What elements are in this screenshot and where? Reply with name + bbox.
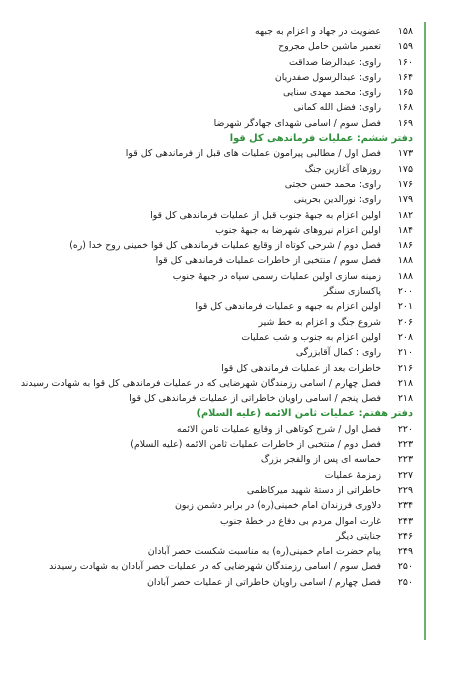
toc-entry-title: تعمیر ماشین حامل مجروح bbox=[278, 41, 382, 53]
toc-entry bbox=[13, 24, 413, 39]
toc-entry-title: اولین اعزام به جبهۀ جنوب قبل از عملیات فرماندهی کل قوا bbox=[150, 209, 382, 221]
toc-entry-title: راوی: فضل الله کمانی bbox=[293, 102, 382, 114]
toc-page-number: ۲۱۶ bbox=[397, 362, 413, 374]
toc-entry bbox=[13, 223, 413, 238]
toc-page-number: ۱۸۴ bbox=[397, 224, 413, 236]
toc-page-number: ۲۰۶ bbox=[397, 316, 413, 328]
toc-page-number: ۱۶۴ bbox=[397, 71, 413, 83]
toc-entry-title: راوی: عبدالرسول صفدریان bbox=[274, 71, 382, 83]
toc-entry bbox=[13, 208, 413, 223]
toc-entry bbox=[13, 100, 413, 115]
toc-entry bbox=[13, 70, 413, 85]
toc-page-number: ۱۷۶ bbox=[397, 178, 413, 190]
toc-entry bbox=[13, 162, 413, 177]
toc-entry bbox=[13, 529, 413, 544]
toc-entry bbox=[13, 315, 413, 330]
toc-page-number: ۲۲۰ bbox=[397, 423, 413, 435]
section-title: دفتر ششم: عملیات فرماندهی کل قوا bbox=[229, 133, 413, 145]
toc-entry bbox=[13, 85, 413, 100]
toc-entry bbox=[13, 345, 413, 360]
toc-entry-title: خاطرات بعد از عملیات فرماندهی کل قوا bbox=[221, 362, 382, 374]
toc-page-number: ۲۴۳ bbox=[397, 515, 413, 527]
toc-page-number: ۲۴۹ bbox=[397, 546, 413, 558]
toc-entry-title: فصل اول / شرح کوتاهی از وقایع عملیات ثامن الائمه bbox=[176, 423, 382, 435]
toc-page-number: ۲۲۹ bbox=[397, 484, 413, 496]
toc-page-number: ۲۱۸ bbox=[397, 393, 413, 405]
toc-entry-title: اولین اعزام به جنوب و شب عملیات bbox=[241, 331, 382, 343]
toc-entry-title: فصل پنجم / اسامی راویان خاطراتی از عملیات فرماندهی کل قوا bbox=[129, 393, 382, 405]
toc-entry bbox=[13, 361, 413, 376]
toc-entry bbox=[13, 55, 413, 70]
toc-entry-title: غارت اموال مردم بی دفاع در خطۀ جنوب bbox=[219, 515, 382, 527]
toc-entry-title: فصل چهارم / اسامی راویان خاطراتی از عملیات حصر آبادان bbox=[146, 576, 382, 588]
toc-page-number: ۱۵۸ bbox=[397, 26, 413, 37]
toc-entry bbox=[13, 177, 413, 192]
toc-page-number: ۲۰۱ bbox=[397, 301, 413, 313]
toc-entry bbox=[13, 116, 413, 131]
toc-entry bbox=[13, 559, 413, 574]
section-title: دفتر هفتم: عملیات ثامن الائمه (علیه السلام) bbox=[196, 408, 413, 420]
toc-entry-title: پاکسازی سنگر bbox=[324, 286, 382, 298]
toc-entry bbox=[13, 468, 413, 483]
toc-entry bbox=[13, 39, 413, 54]
table-of-contents bbox=[13, 24, 413, 590]
green-margin-rule bbox=[424, 22, 426, 640]
toc-entry bbox=[13, 253, 413, 268]
toc-entry-title: اولین اعزام به جبهه و عملیات فرماندهی کل قوا bbox=[195, 301, 382, 313]
toc-entry-title: زمینه سازی اولین عملیات رسمی سپاه در جبهۀ جنوب bbox=[172, 270, 382, 282]
toc-entry-title: راوی: محمد حسن حجتی bbox=[284, 178, 382, 190]
toc-entry-title: پیام حضرت امام خمینی(ره) به مناسبت شکست حصر آبادان bbox=[147, 546, 382, 558]
toc-entry bbox=[13, 330, 413, 345]
toc-page-number: ۲۱۸ bbox=[397, 377, 413, 389]
toc-entry bbox=[13, 391, 413, 406]
toc-page-number: ۲۲۳ bbox=[397, 439, 413, 451]
toc-entry-title: فصل سوم / منتخبی از خاطرات عملیات فرماندهی کل قوا bbox=[155, 255, 382, 267]
toc-entry-title: راوی: عبدالرضا صداقت bbox=[288, 56, 382, 68]
toc-entry-title: راوی: نورالدین بحرینی bbox=[293, 194, 382, 206]
toc-page-number: ۱۶۵ bbox=[397, 87, 413, 99]
toc-entry-title: شروع جنگ و اعزام به خط شیر bbox=[258, 316, 382, 328]
toc-entry bbox=[13, 498, 413, 513]
toc-page-number: ۲۱۰ bbox=[397, 347, 413, 359]
toc-section-heading bbox=[13, 406, 413, 421]
toc-entry bbox=[13, 376, 413, 391]
toc-entry-title: راوی: محمد مهدی سنایی bbox=[282, 87, 382, 99]
toc-page-number: ۲۲۷ bbox=[397, 469, 413, 481]
toc-page-number: ۲۵۰ bbox=[397, 561, 413, 573]
toc-entry-title: زمزمۀ عملیات bbox=[324, 469, 382, 481]
toc-entry-title: فصل دوم / شرحی کوتاه از وقایع عملیات فرماندهی کل قوا خمینی روح خدا (ره) bbox=[69, 240, 382, 252]
toc-entry-title: فصل سوم / اسامی شهدای جهادگر شهرضا bbox=[213, 117, 382, 129]
toc-entry-title: حماسه ای پس از والفجر بزرگ bbox=[260, 454, 382, 466]
toc-page-number: ۲۰۰ bbox=[397, 286, 413, 298]
toc-entry bbox=[13, 146, 413, 161]
toc-page-number: ۱۸۲ bbox=[397, 209, 413, 221]
toc-entry bbox=[13, 422, 413, 437]
toc-page-number: ۱۸۸ bbox=[397, 255, 413, 267]
toc-entry-title: راوی : کمال آقابزرگی bbox=[295, 347, 382, 359]
toc-entry-title: فصل دوم / منتخبی از خاطرات عملیات ثامن الائمه (علیه السلام) bbox=[130, 439, 382, 451]
toc-page-number: ۱۷۵ bbox=[397, 163, 413, 175]
toc-page-number: ۲۴۶ bbox=[397, 530, 413, 542]
toc-page-number: ۱۶۸ bbox=[397, 102, 413, 114]
toc-section-heading bbox=[13, 131, 413, 146]
toc-entry bbox=[13, 544, 413, 559]
toc-page-number: ۱۶۹ bbox=[397, 117, 413, 129]
toc-entry bbox=[13, 452, 413, 467]
toc-page-number: ۱۷۳ bbox=[397, 148, 413, 160]
toc-page-number: ۱۶۰ bbox=[397, 56, 413, 68]
toc-page-number: ۱۸۶ bbox=[397, 240, 413, 252]
toc-entry bbox=[13, 483, 413, 498]
toc-entry bbox=[13, 238, 413, 253]
toc-entry-title: فصل سوم / اسامی رزمندگان شهرضایی که در عملیات حصر آبادان به شهادت رسیدند bbox=[49, 561, 382, 573]
toc-entry bbox=[13, 514, 413, 529]
toc-entry-title: فصل چهارم / اسامی رزمندگان شهرضایی که در عملیات فرماندهی کل قوا به شهادت رسیدند bbox=[20, 377, 382, 389]
toc-page-number: ۲۳۴ bbox=[397, 500, 413, 512]
toc-entry-title: جنایتی دیگر bbox=[336, 530, 382, 542]
toc-page-number: ۲۰۸ bbox=[397, 331, 413, 343]
toc-entry-title: فصل اول / مطالبی پیرامون عملیات های قبل از فرماندهی کل قوا bbox=[125, 148, 382, 160]
toc-entry-title: روزهای آغازین جنگ bbox=[304, 163, 382, 175]
toc-page-number: ۲۵۰ bbox=[397, 576, 413, 588]
toc-entry bbox=[13, 299, 413, 314]
toc-entry bbox=[13, 269, 413, 284]
toc-entry-title: اولین اعزام نیروهای شهرضا به جبهۀ جنوب bbox=[215, 224, 382, 236]
toc-entry bbox=[13, 437, 413, 452]
toc-entry-title: خاطراتی از دستۀ شهید میرکاظمی bbox=[246, 484, 382, 496]
toc-entry bbox=[13, 284, 413, 299]
toc-page-number: ۱۸۸ bbox=[397, 270, 413, 282]
toc-entry bbox=[13, 192, 413, 207]
toc-entry-title: عضویت در جهاد و اعزام به جبهه bbox=[255, 26, 382, 37]
toc-page-number: ۱۷۹ bbox=[397, 194, 413, 206]
toc-entry-title: دلاوری فرزندان امام خمینی(ره) در برابر دشمن زبون bbox=[175, 500, 382, 512]
toc-page-number: ۱۵۹ bbox=[397, 41, 413, 53]
toc-entry bbox=[13, 575, 413, 590]
toc-page-number: ۲۲۳ bbox=[397, 454, 413, 466]
